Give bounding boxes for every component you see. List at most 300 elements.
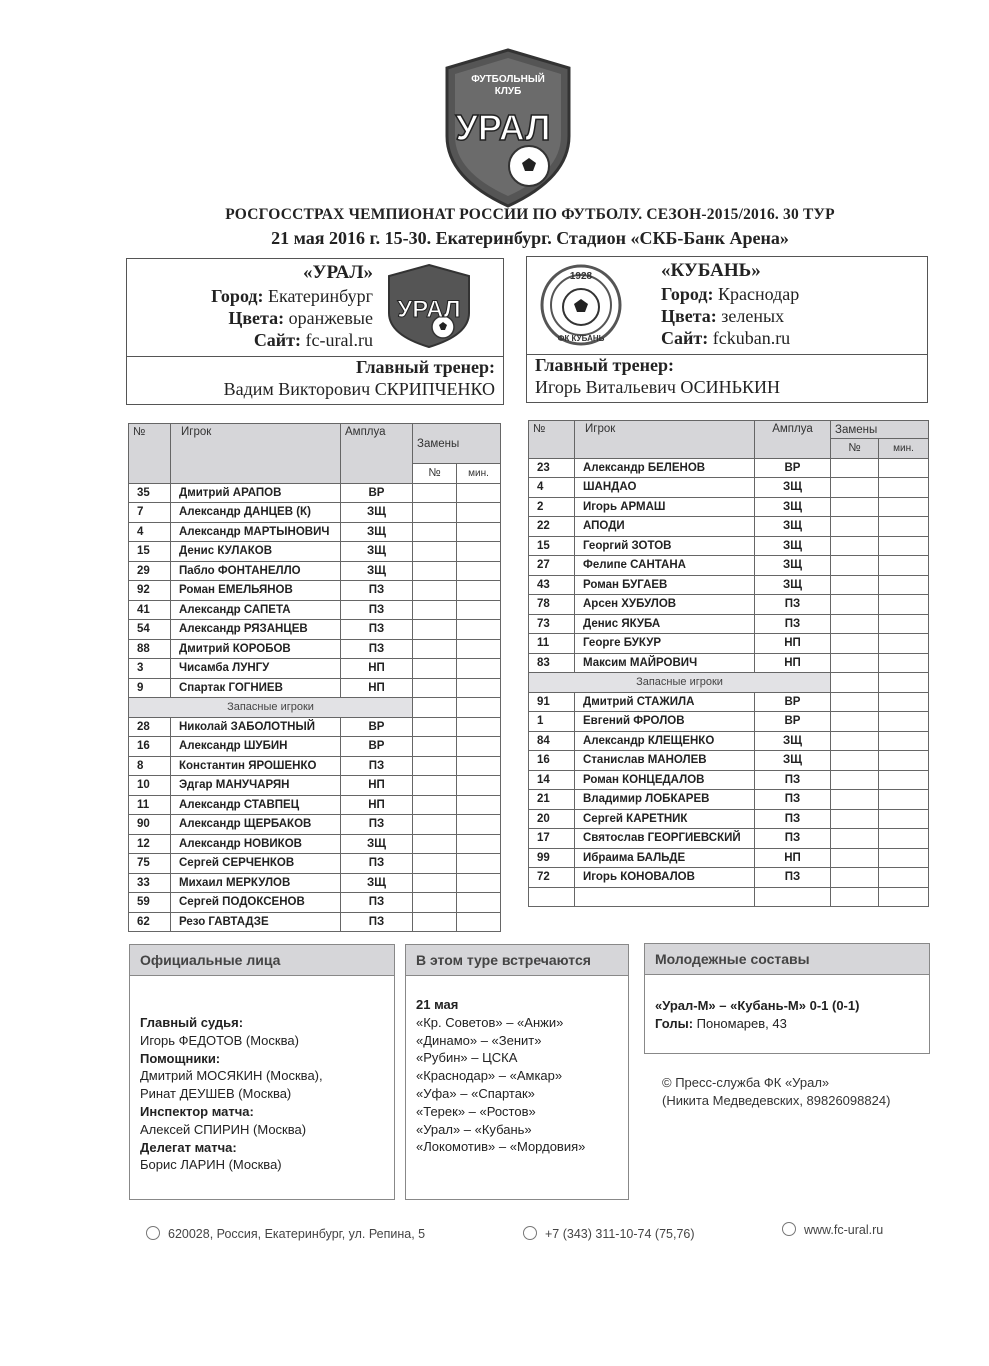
assistants-label: Помощники: bbox=[140, 1050, 221, 1066]
player-name: Фелипе САНТАНА bbox=[575, 556, 755, 576]
home-coach-box bbox=[126, 355, 504, 405]
player-role: ПЗ bbox=[341, 912, 413, 932]
round-date: 21 мая bbox=[416, 997, 459, 1012]
sub-minute-cell bbox=[879, 497, 929, 517]
sub-number-cell bbox=[413, 756, 457, 776]
player-name: Михаил МЕРКУЛОВ bbox=[171, 873, 341, 893]
sub-number-cell bbox=[413, 522, 457, 542]
home-reserve-row bbox=[129, 737, 501, 757]
player-role: ВР bbox=[755, 712, 831, 732]
player-role: ПЗ bbox=[341, 620, 413, 640]
home-starter-row bbox=[129, 522, 501, 542]
player-name bbox=[575, 887, 755, 907]
away-starter-row bbox=[529, 458, 929, 478]
away-reserves-label: Запасные игроки bbox=[529, 673, 831, 693]
ball-icon bbox=[523, 1226, 537, 1240]
player-number: 17 bbox=[529, 829, 575, 849]
player-name: Игорь КОНОВАЛОВ bbox=[575, 868, 755, 888]
player-role: ПЗ bbox=[341, 756, 413, 776]
sub-number-cell bbox=[831, 458, 879, 478]
home-reserves-label: Запасные игроки bbox=[129, 698, 413, 718]
player-name: Дмитрий АРАПОВ bbox=[171, 483, 341, 503]
sub-number-cell bbox=[413, 581, 457, 601]
player-name: Сергей КАРЕТНИК bbox=[575, 809, 755, 829]
sub-minute-cell bbox=[457, 893, 501, 913]
player-role: ЗЩ bbox=[755, 751, 831, 771]
player-number: 23 bbox=[529, 458, 575, 478]
player-name: Роман БУГАЕВ bbox=[575, 575, 755, 595]
away-reserve-row bbox=[529, 790, 929, 810]
sub-number-cell bbox=[831, 536, 879, 556]
player-number: 88 bbox=[129, 639, 171, 659]
player-role: НП bbox=[755, 653, 831, 673]
away-site-label: Сайт: bbox=[661, 328, 709, 348]
sub-number-cell bbox=[413, 873, 457, 893]
col-player-header: Игрок bbox=[575, 421, 755, 459]
referee-label: Главный судья: bbox=[140, 1015, 244, 1030]
away-starter-row bbox=[529, 614, 929, 634]
sub-number-cell bbox=[831, 731, 879, 751]
player-role: ПЗ bbox=[341, 581, 413, 601]
sub-number-cell bbox=[831, 595, 879, 615]
away-colors-label: Цвета: bbox=[661, 306, 717, 326]
player-role: ЗЩ bbox=[755, 536, 831, 556]
round-match: «Кр. Советов» – «Анжи» bbox=[416, 1014, 564, 1030]
player-name: Максим МАЙРОВИЧ bbox=[575, 653, 755, 673]
sub-number-cell bbox=[413, 815, 457, 835]
player-name: АПОДИ bbox=[575, 517, 755, 537]
player-number: 15 bbox=[129, 542, 171, 562]
sub-minute-cell bbox=[879, 692, 929, 712]
ural-club-logo bbox=[441, 48, 575, 208]
sub-number-cell bbox=[413, 795, 457, 815]
player-name: Георге БУКУР bbox=[575, 634, 755, 654]
home-team-logo bbox=[385, 263, 473, 349]
footer-phone bbox=[523, 1226, 695, 1241]
sub-number-cell bbox=[413, 620, 457, 640]
sub-number-cell bbox=[831, 751, 879, 771]
player-role: ЗЩ bbox=[341, 503, 413, 523]
player-name: Чисамба ЛУНГУ bbox=[171, 659, 341, 679]
round-box bbox=[405, 944, 629, 1200]
home-reserve-row bbox=[129, 795, 501, 815]
player-name: Александр БЕЛЕНОВ bbox=[575, 458, 755, 478]
away-logo-text: ФК КУБАНЬ bbox=[557, 334, 605, 343]
round-match: «Локомотив» – «Мордовия» bbox=[416, 1139, 586, 1155]
sub-number-cell bbox=[413, 893, 457, 913]
away-reserve-row bbox=[529, 770, 929, 790]
press-line-1: © Пресс-служба ФК «Урал» bbox=[662, 1075, 830, 1090]
player-number: 75 bbox=[129, 854, 171, 874]
player-number: 59 bbox=[129, 893, 171, 913]
away-starter-row bbox=[529, 634, 929, 654]
home-reserve-row bbox=[129, 854, 501, 874]
col-sub-num-header: № bbox=[831, 439, 879, 459]
player-role: ЗЩ bbox=[755, 731, 831, 751]
player-role: ПЗ bbox=[341, 639, 413, 659]
player-role: НП bbox=[341, 659, 413, 679]
player-name: Владимир ЛОБКАРЕВ bbox=[575, 790, 755, 810]
sub-number-cell bbox=[831, 497, 879, 517]
player-number: 14 bbox=[529, 770, 575, 790]
away-team-logo bbox=[539, 263, 623, 347]
player-name: Станислав МАНОЛЕВ bbox=[575, 751, 755, 771]
sub-number-cell bbox=[413, 483, 457, 503]
sub-minute-cell bbox=[457, 600, 501, 620]
away-reserve-row bbox=[529, 731, 929, 751]
sub-minute-cell bbox=[879, 634, 929, 654]
footer-address bbox=[146, 1226, 425, 1241]
player-role: ЗЩ bbox=[341, 542, 413, 562]
away-starter-row bbox=[529, 556, 929, 576]
col-role-header: Амплуа bbox=[341, 424, 413, 484]
away-reserve-row bbox=[529, 829, 929, 849]
player-name: Сергей СЕРЧЕНКОВ bbox=[171, 854, 341, 874]
sub-minute-cell bbox=[457, 756, 501, 776]
home-reserve-row bbox=[129, 776, 501, 796]
col-subs-header: Замены bbox=[831, 421, 929, 439]
round-match: «Рубин» – ЦСКА bbox=[416, 1050, 518, 1066]
player-number: 11 bbox=[129, 795, 171, 815]
away-coach-label: Главный тренер: bbox=[535, 355, 674, 375]
player-name: Спартак ГОГНИЕВ bbox=[171, 678, 341, 698]
sub-number-cell bbox=[831, 770, 879, 790]
home-site: fc-ural.ru bbox=[305, 330, 373, 350]
sub-number-cell bbox=[413, 503, 457, 523]
sub-minute-cell bbox=[457, 854, 501, 874]
player-role: ВР bbox=[341, 483, 413, 503]
player-number: 21 bbox=[529, 790, 575, 810]
player-number: 33 bbox=[129, 873, 171, 893]
player-name: ШАНДАО bbox=[575, 478, 755, 498]
home-reserve-row bbox=[129, 834, 501, 854]
sub-minute-cell bbox=[879, 478, 929, 498]
away-starter-row bbox=[529, 497, 929, 517]
player-number: 83 bbox=[529, 653, 575, 673]
sub-number-cell bbox=[413, 854, 457, 874]
youth-goals-label: Голы: bbox=[655, 1015, 694, 1031]
footer-phone-text: +7 (343) 311-10-74 (75,76) bbox=[545, 1227, 695, 1241]
sub-number-cell bbox=[413, 600, 457, 620]
player-role: ЗЩ bbox=[755, 575, 831, 595]
away-starter-row bbox=[529, 653, 929, 673]
player-role: ЗЩ bbox=[755, 497, 831, 517]
player-role: ПЗ bbox=[755, 770, 831, 790]
player-number: 41 bbox=[129, 600, 171, 620]
footer-address-text: 620028, Россия, Екатеринбург, ул. Репина, 5 bbox=[168, 1227, 426, 1241]
player-role: ПЗ bbox=[755, 868, 831, 888]
officials-title: Официальные лица bbox=[130, 945, 394, 976]
sub-number-cell bbox=[413, 561, 457, 581]
sub-number-cell bbox=[831, 478, 879, 498]
home-starter-row bbox=[129, 542, 501, 562]
player-role: ЗЩ bbox=[755, 517, 831, 537]
away-reserve-row bbox=[529, 712, 929, 732]
home-city: Екатеринбург bbox=[268, 286, 373, 306]
footer-web-text: www.fc-ural.ru bbox=[804, 1223, 884, 1237]
player-role: ПЗ bbox=[341, 815, 413, 835]
player-name: Дмитрий СТАЖИЛА bbox=[575, 692, 755, 712]
player-name: Денис ЯКУБА bbox=[575, 614, 755, 634]
sub-minute-cell bbox=[457, 561, 501, 581]
home-reserve-row bbox=[129, 912, 501, 932]
home-starter-row bbox=[129, 600, 501, 620]
player-number: 29 bbox=[129, 561, 171, 581]
player-name: Александр САПЕТА bbox=[171, 600, 341, 620]
sub-minute-cell bbox=[879, 595, 929, 615]
away-reserve-row bbox=[529, 692, 929, 712]
away-reserve-row bbox=[529, 848, 929, 868]
sub-number-cell bbox=[413, 659, 457, 679]
player-number: 54 bbox=[129, 620, 171, 640]
press-service bbox=[662, 1074, 890, 1110]
sub-number-cell bbox=[831, 790, 879, 810]
round-title: В этом туре встречаются bbox=[406, 945, 628, 976]
sub-minute-cell bbox=[457, 581, 501, 601]
player-role: ВР bbox=[755, 692, 831, 712]
round-match: «Уфа» – «Спартак» bbox=[416, 1085, 535, 1101]
player-name: Георгий ЗОТОВ bbox=[575, 536, 755, 556]
player-role: ПЗ bbox=[755, 829, 831, 849]
sub-minute-cell bbox=[879, 751, 929, 771]
sub-minute-cell bbox=[457, 815, 501, 835]
home-reserve-row bbox=[129, 893, 501, 913]
player-name: Дмитрий КОРОБОВ bbox=[171, 639, 341, 659]
player-role: НП bbox=[341, 776, 413, 796]
player-number: 16 bbox=[529, 751, 575, 771]
col-subs-header: Замены bbox=[413, 424, 501, 464]
ball-icon bbox=[146, 1226, 160, 1240]
player-number: 7 bbox=[129, 503, 171, 523]
player-name: Ибраима БАЛЬДЕ bbox=[575, 848, 755, 868]
sub-minute-cell bbox=[457, 542, 501, 562]
player-number: 4 bbox=[529, 478, 575, 498]
player-name: Роман КОНЦЕДАЛОВ bbox=[575, 770, 755, 790]
sub-minute-cell bbox=[879, 770, 929, 790]
player-role: ЗЩ bbox=[755, 478, 831, 498]
sub-number-cell bbox=[413, 776, 457, 796]
player-role: ВР bbox=[341, 737, 413, 757]
round-match: «Урал» – «Кубань» bbox=[416, 1121, 532, 1137]
sub-minute-cell bbox=[879, 614, 929, 634]
away-coach-name: Игорь Витальевич ОСИНЬКИН bbox=[535, 377, 780, 397]
sub-number-cell bbox=[831, 848, 879, 868]
sub-minute-cell bbox=[457, 503, 501, 523]
home-colors: оранжевые bbox=[288, 308, 373, 328]
player-role: ПЗ bbox=[755, 595, 831, 615]
home-starter-row bbox=[129, 659, 501, 679]
away-reserve-row bbox=[529, 809, 929, 829]
away-city: Краснодар bbox=[717, 284, 800, 304]
player-name: Сергей ПОДОКСЕНОВ bbox=[171, 893, 341, 913]
player-role: НП bbox=[755, 848, 831, 868]
sub-minute-cell bbox=[879, 731, 929, 751]
player-name: Александр КЛЕЩЕНКО bbox=[575, 731, 755, 751]
sub-minute-cell bbox=[879, 868, 929, 888]
player-number: 4 bbox=[129, 522, 171, 542]
sub-minute-cell bbox=[457, 737, 501, 757]
player-name: Александр ДАНЦЕВ (К) bbox=[171, 503, 341, 523]
home-coach-name: Вадим Викторович СКРИПЧЕНКО bbox=[223, 379, 495, 399]
player-number: 15 bbox=[529, 536, 575, 556]
player-name: Арсен ХУБУЛОВ bbox=[575, 595, 755, 615]
away-team-box bbox=[526, 256, 928, 355]
home-reserve-row bbox=[129, 873, 501, 893]
player-role: НП bbox=[341, 795, 413, 815]
player-name: Константин ЯРОШЕНКО bbox=[171, 756, 341, 776]
col-sub-min-header: мин. bbox=[457, 464, 501, 484]
sub-minute-cell bbox=[457, 522, 501, 542]
player-role: ЗЩ bbox=[341, 834, 413, 854]
press-line-2: (Никита Медведевских, 89826098824) bbox=[662, 1093, 891, 1108]
sub-minute-cell bbox=[879, 829, 929, 849]
sub-minute-cell bbox=[457, 639, 501, 659]
player-number: 92 bbox=[129, 581, 171, 601]
away-reserve-row bbox=[529, 751, 929, 771]
sub-minute-cell bbox=[879, 809, 929, 829]
home-reserve-row bbox=[129, 717, 501, 737]
home-starter-row bbox=[129, 503, 501, 523]
away-team-name: «КУБАНЬ» bbox=[661, 260, 761, 281]
player-number: 20 bbox=[529, 809, 575, 829]
player-number bbox=[529, 887, 575, 907]
sub-minute-cell bbox=[457, 483, 501, 503]
home-coach-label: Главный тренер: bbox=[356, 357, 495, 377]
player-number: 12 bbox=[129, 834, 171, 854]
col-num-header: № bbox=[129, 424, 171, 484]
sub-number-cell bbox=[831, 829, 879, 849]
col-num-header: № bbox=[529, 421, 575, 459]
player-number: 28 bbox=[129, 717, 171, 737]
away-starter-row bbox=[529, 478, 929, 498]
player-number: 43 bbox=[529, 575, 575, 595]
player-number: 10 bbox=[129, 776, 171, 796]
player-role: ПЗ bbox=[755, 790, 831, 810]
sub-minute-cell bbox=[879, 848, 929, 868]
player-number: 3 bbox=[129, 659, 171, 679]
player-role: ПЗ bbox=[755, 809, 831, 829]
away-city-label: Город: bbox=[661, 284, 714, 304]
player-number: 11 bbox=[529, 634, 575, 654]
sub-number-cell bbox=[831, 614, 879, 634]
sub-minute-cell bbox=[879, 536, 929, 556]
sub-number-cell bbox=[413, 834, 457, 854]
sub-minute-cell bbox=[457, 620, 501, 640]
player-role: НП bbox=[341, 678, 413, 698]
sub-minute-cell bbox=[879, 712, 929, 732]
sub-number-cell bbox=[413, 639, 457, 659]
inspector: Алексей СПИРИН (Москва) bbox=[140, 1121, 307, 1137]
youth-goals: Пономарев, 43 bbox=[696, 1015, 787, 1031]
home-starter-row bbox=[129, 483, 501, 503]
home-team-box bbox=[126, 258, 504, 357]
home-city-label: Город: bbox=[211, 286, 264, 306]
player-name: Александр НОВИКОВ bbox=[171, 834, 341, 854]
sub-number-cell bbox=[831, 692, 879, 712]
round-match: «Терек» – «Ростов» bbox=[416, 1103, 536, 1119]
player-role: НП bbox=[755, 634, 831, 654]
delegate-label: Делегат матча: bbox=[140, 1139, 237, 1155]
player-name: Резо ГАВТАДЗЕ bbox=[171, 912, 341, 932]
player-role: ЗЩ bbox=[341, 561, 413, 581]
player-number: 2 bbox=[529, 497, 575, 517]
col-player-header: Игрок bbox=[171, 424, 341, 484]
player-number: 62 bbox=[129, 912, 171, 932]
sub-minute-cell bbox=[879, 517, 929, 537]
sub-number-cell bbox=[831, 653, 879, 673]
sub-number-cell bbox=[831, 634, 879, 654]
sub-minute-cell bbox=[457, 717, 501, 737]
player-role: ВР bbox=[341, 717, 413, 737]
sub-minute-cell bbox=[879, 458, 929, 478]
player-name: Пабло ФОНТАНЕЛЛО bbox=[171, 561, 341, 581]
col-sub-min-header: мин. bbox=[879, 439, 929, 459]
sub-minute-cell bbox=[879, 887, 929, 907]
sub-minute-cell bbox=[457, 659, 501, 679]
player-number: 84 bbox=[529, 731, 575, 751]
player-name: Евгений ФРОЛОВ bbox=[575, 712, 755, 732]
sub-minute-cell bbox=[457, 834, 501, 854]
player-role: ЗЩ bbox=[341, 873, 413, 893]
sub-number-cell bbox=[413, 717, 457, 737]
player-role: ПЗ bbox=[341, 600, 413, 620]
referee: Игорь ФЕДОТОВ (Москва) bbox=[140, 1032, 299, 1048]
player-name: Святослав ГЕОРГИЕВСКИЙ bbox=[575, 829, 755, 849]
sub-number-cell bbox=[831, 712, 879, 732]
home-colors-label: Цвета: bbox=[228, 308, 285, 328]
logo-big-text: УРАЛ bbox=[455, 107, 551, 148]
youth-title: Молодежные составы bbox=[645, 944, 929, 975]
youth-result: «Урал-М» – «Кубань-М» 0-1 (0-1) bbox=[655, 998, 860, 1013]
sub-minute-cell bbox=[457, 912, 501, 932]
player-number: 8 bbox=[129, 756, 171, 776]
player-number: 22 bbox=[529, 517, 575, 537]
sub-number-cell bbox=[831, 868, 879, 888]
away-site: fckuban.ru bbox=[712, 328, 791, 348]
player-number: 99 bbox=[529, 848, 575, 868]
home-team-name: «УРАЛ» bbox=[303, 262, 373, 283]
officials-box bbox=[129, 944, 395, 1200]
home-starter-row bbox=[129, 561, 501, 581]
player-number: 1 bbox=[529, 712, 575, 732]
sub-minute-cell bbox=[457, 795, 501, 815]
player-name: Игорь АРМАШ bbox=[575, 497, 755, 517]
player-role: ПЗ bbox=[755, 614, 831, 634]
home-roster-header bbox=[129, 424, 501, 464]
away-starter-row bbox=[529, 575, 929, 595]
home-reserve-row bbox=[129, 815, 501, 835]
player-number: 72 bbox=[529, 868, 575, 888]
away-coach-box bbox=[526, 353, 928, 403]
player-role bbox=[755, 887, 831, 907]
inspector-label: Инспектор матча: bbox=[140, 1103, 254, 1119]
away-roster-header bbox=[529, 421, 929, 439]
logo-mid-text: КЛУБ bbox=[494, 86, 522, 97]
youth-box bbox=[644, 943, 930, 1054]
logo-top-text: ФУТБОЛЬНЫЙ bbox=[471, 74, 545, 85]
player-number: 91 bbox=[529, 692, 575, 712]
sub-minute-cell bbox=[879, 790, 929, 810]
player-role: ПЗ bbox=[341, 893, 413, 913]
sub-number-cell bbox=[831, 887, 879, 907]
player-role: ЗЩ bbox=[341, 522, 413, 542]
home-starter-row bbox=[129, 678, 501, 698]
player-number: 78 bbox=[529, 595, 575, 615]
col-role-header: Амплуа bbox=[755, 421, 831, 459]
away-starter-row bbox=[529, 536, 929, 556]
match-date-venue: 21 мая 2016 г. 15-30. Екатеринбург. Стадион «СКБ-Банк Арена» bbox=[271, 228, 789, 248]
sub-minute-cell bbox=[457, 776, 501, 796]
